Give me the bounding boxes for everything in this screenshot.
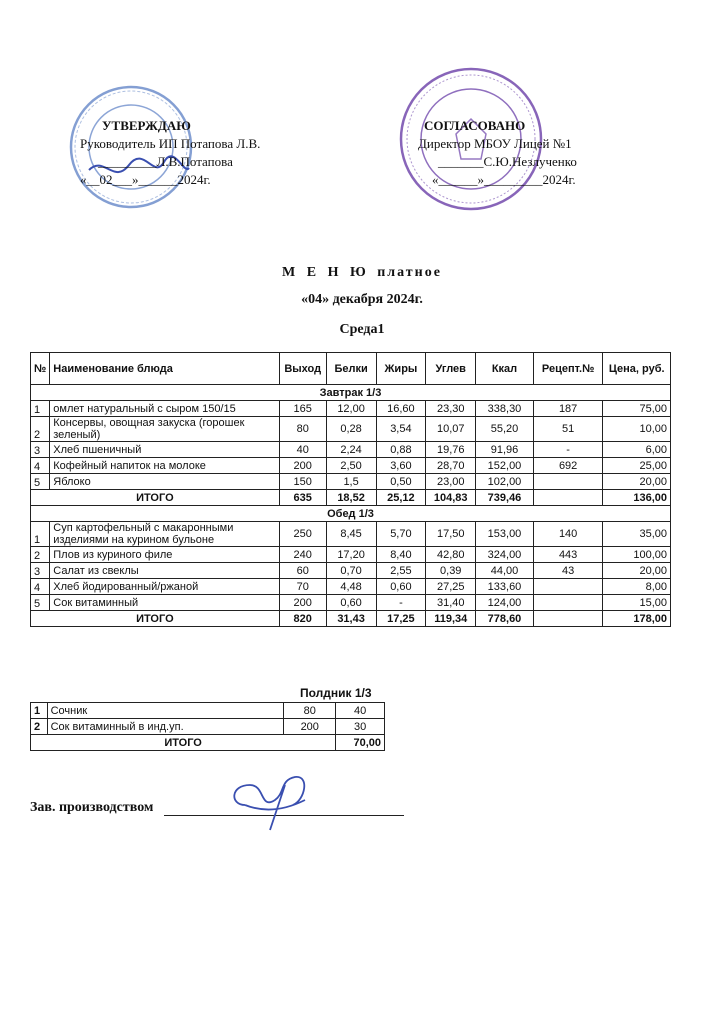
cell-carb: 31,40: [426, 595, 476, 611]
cell-name: Хлеб пшеничный: [50, 442, 279, 458]
cell-kcal: 91,96: [476, 442, 534, 458]
snack-cell-name: Сочник: [47, 703, 284, 719]
cell-fat: 2,55: [376, 563, 426, 579]
cell-rec: -: [533, 442, 603, 458]
section-row-breakfast: [31, 385, 671, 401]
cell-n: 2: [31, 547, 50, 563]
menu-table: [30, 352, 671, 627]
approve-right-title: СОГЛАСОВАНО: [424, 118, 526, 133]
total-rec: [533, 490, 603, 506]
total-prot: 18,52: [326, 490, 376, 506]
cell-name: Салат из свеклы: [50, 563, 279, 579]
cell-fat: 0,88: [376, 442, 426, 458]
approve-right-line1: Директор МБОУ Лицей №1: [418, 136, 572, 151]
cell-carb: 19,76: [426, 442, 476, 458]
cell-prot: 4,48: [326, 579, 376, 595]
cell-fat: 3,54: [376, 417, 426, 442]
cell-out: 40: [279, 442, 326, 458]
approve-right-line3: «______»_________2024г.: [432, 172, 576, 187]
cell-n: 3: [31, 563, 50, 579]
total-label: ИТОГО: [31, 611, 280, 627]
approve-left-title: УТВЕРЖДАЮ: [102, 118, 191, 133]
cell-price: 20,00: [603, 474, 671, 490]
col-header: Жиры: [376, 353, 426, 385]
cell-fat: 3,60: [376, 458, 426, 474]
cell-price: 100,00: [603, 547, 671, 563]
cell-out: 200: [279, 595, 326, 611]
cell-kcal: 55,20: [476, 417, 534, 442]
table-row: [31, 417, 671, 442]
col-header: Выход: [279, 353, 326, 385]
approve-left-line3: «__02___»______2024г.: [80, 172, 211, 187]
cell-n: 4: [31, 579, 50, 595]
total-kcal: 778,60: [476, 611, 534, 627]
cell-carb: 23,30: [426, 401, 476, 417]
cell-carb: 17,50: [426, 522, 476, 547]
table-row: [31, 474, 671, 490]
snack-title: Полдник 1/3: [300, 686, 372, 700]
cell-prot: 2,50: [326, 458, 376, 474]
cell-rec: 43: [533, 563, 603, 579]
cell-kcal: 324,00: [476, 547, 534, 563]
cell-carb: 27,25: [426, 579, 476, 595]
total-rec: [533, 611, 603, 627]
cell-prot: 12,00: [326, 401, 376, 417]
cell-n: 5: [31, 474, 50, 490]
cell-kcal: 124,00: [476, 595, 534, 611]
cell-price: 75,00: [603, 401, 671, 417]
snack-row: [31, 703, 385, 719]
cell-out: 165: [279, 401, 326, 417]
snack-cell-n: 1: [31, 703, 48, 719]
cell-kcal: 133,60: [476, 579, 534, 595]
cell-prot: 8,45: [326, 522, 376, 547]
cell-rec: [533, 595, 603, 611]
menu-date: «04» декабря 2024г.: [301, 292, 423, 307]
cell-fat: 16,60: [376, 401, 426, 417]
total-prot: 31,43: [326, 611, 376, 627]
breakfast-total-row: [31, 490, 671, 506]
cell-prot: 1,5: [326, 474, 376, 490]
cell-carb: 28,70: [426, 458, 476, 474]
cell-price: 25,00: [603, 458, 671, 474]
cell-rec: 140: [533, 522, 603, 547]
cell-kcal: 338,30: [476, 401, 534, 417]
total-out: 820: [279, 611, 326, 627]
menu-title: М Е Н Ю платное: [282, 265, 442, 280]
cell-carb: 42,80: [426, 547, 476, 563]
cell-name: Хлеб йодированный/ржаной: [50, 579, 279, 595]
cell-prot: 2,24: [326, 442, 376, 458]
cell-kcal: 153,00: [476, 522, 534, 547]
cell-price: 10,00: [603, 417, 671, 442]
cell-fat: 8,40: [376, 547, 426, 563]
table-row: [31, 595, 671, 611]
snack-table: [30, 702, 385, 751]
section-row-lunch: [31, 506, 671, 522]
cell-price: 20,00: [603, 563, 671, 579]
table-row: [31, 458, 671, 474]
snack-cell-out: 80: [284, 703, 336, 719]
cell-out: 80: [279, 417, 326, 442]
cell-carb: 0,39: [426, 563, 476, 579]
cell-prot: 0,28: [326, 417, 376, 442]
table-row: [31, 442, 671, 458]
col-header: Цена, руб.: [603, 353, 671, 385]
cell-price: 35,00: [603, 522, 671, 547]
menu-day: Среда1: [339, 322, 385, 337]
cell-name: Яблоко: [50, 474, 279, 490]
cell-n: 1: [31, 522, 50, 547]
cell-n: 1: [31, 401, 50, 417]
total-price: 178,00: [603, 611, 671, 627]
cell-fat: -: [376, 595, 426, 611]
section-title: Обед 1/3: [31, 506, 671, 522]
cell-rec: 443: [533, 547, 603, 563]
cell-out: 150: [279, 474, 326, 490]
total-price: 136,00: [603, 490, 671, 506]
footer-label: Зав. производством: [30, 800, 154, 815]
cell-fat: 5,70: [376, 522, 426, 547]
col-header: №: [31, 353, 50, 385]
approve-right-block: [402, 117, 642, 189]
snack-total-row: [31, 735, 385, 751]
cell-rec: [533, 579, 603, 595]
cell-out: 70: [279, 579, 326, 595]
approve-right-line2: _______С.Ю.Незлученко: [438, 154, 577, 169]
cell-name: омлет натуральный с сыром 150/15: [50, 401, 279, 417]
cell-carb: 10,07: [426, 417, 476, 442]
total-fat: 25,12: [376, 490, 426, 506]
cell-kcal: 152,00: [476, 458, 534, 474]
table-row: [31, 579, 671, 595]
section-title: Завтрак 1/3: [31, 385, 671, 401]
col-header: Углев: [426, 353, 476, 385]
snack-row: [31, 719, 385, 735]
total-fat: 17,25: [376, 611, 426, 627]
snack-cell-price: 40: [336, 703, 385, 719]
cell-fat: 0,50: [376, 474, 426, 490]
snack-cell-price: 30: [336, 719, 385, 735]
snack-cell-n: 2: [31, 719, 48, 735]
cell-kcal: 102,00: [476, 474, 534, 490]
cell-name: Суп картофельный с макаронными изделиями на курином бульоне: [50, 522, 279, 547]
cell-out: 60: [279, 563, 326, 579]
table-header-row: [31, 353, 671, 385]
approve-left-line2: _________Л.В.Потапова: [98, 154, 233, 169]
cell-prot: 0,60: [326, 595, 376, 611]
cell-rec: [533, 474, 603, 490]
col-header: Белки: [326, 353, 376, 385]
table-row: [31, 401, 671, 417]
total-carb: 104,83: [426, 490, 476, 506]
cell-price: 8,00: [603, 579, 671, 595]
total-kcal: 739,46: [476, 490, 534, 506]
cell-fat: 0,60: [376, 579, 426, 595]
cell-kcal: 44,00: [476, 563, 534, 579]
cell-prot: 0,70: [326, 563, 376, 579]
approve-left-line1: Руководитель ИП Потапова Л.В.: [80, 136, 261, 151]
table-row: [31, 522, 671, 547]
lunch-rows: [31, 522, 671, 611]
approve-left-block: [80, 117, 320, 189]
cell-name: Сок витаминный: [50, 595, 279, 611]
breakfast-rows: [31, 401, 671, 490]
cell-n: 4: [31, 458, 50, 474]
cell-rec: 692: [533, 458, 603, 474]
cell-name: Консервы, овощная закуска (горошек зеленый): [50, 417, 279, 442]
snack-total-value: 70,00: [336, 735, 385, 751]
cell-out: 200: [279, 458, 326, 474]
snack-cell-name: Сок витаминный в инд.уп.: [47, 719, 284, 735]
cell-name: Плов из куриного филе: [50, 547, 279, 563]
col-header: Наименование блюда: [50, 353, 279, 385]
cell-rec: 51: [533, 417, 603, 442]
table-row: [31, 547, 671, 563]
snack-cell-out: 200: [284, 719, 336, 735]
cell-price: 6,00: [603, 442, 671, 458]
snack-total-label: ИТОГО: [31, 735, 336, 751]
cell-prot: 17,20: [326, 547, 376, 563]
cell-out: 240: [279, 547, 326, 563]
col-header: Ккал: [476, 353, 534, 385]
cell-rec: 187: [533, 401, 603, 417]
col-header: Рецепт.№: [533, 353, 603, 385]
cell-n: 5: [31, 595, 50, 611]
cell-carb: 23,00: [426, 474, 476, 490]
lunch-total-row: [31, 611, 671, 627]
table-row: [31, 563, 671, 579]
cell-price: 15,00: [603, 595, 671, 611]
cell-n: 2: [31, 417, 50, 442]
total-label: ИТОГО: [31, 490, 280, 506]
total-carb: 119,34: [426, 611, 476, 627]
total-out: 635: [279, 490, 326, 506]
cell-n: 3: [31, 442, 50, 458]
cell-out: 250: [279, 522, 326, 547]
snack-rows: [31, 703, 385, 735]
cell-name: Кофейный напиток на молоке: [50, 458, 279, 474]
handwritten-signature-footer: [225, 765, 325, 835]
